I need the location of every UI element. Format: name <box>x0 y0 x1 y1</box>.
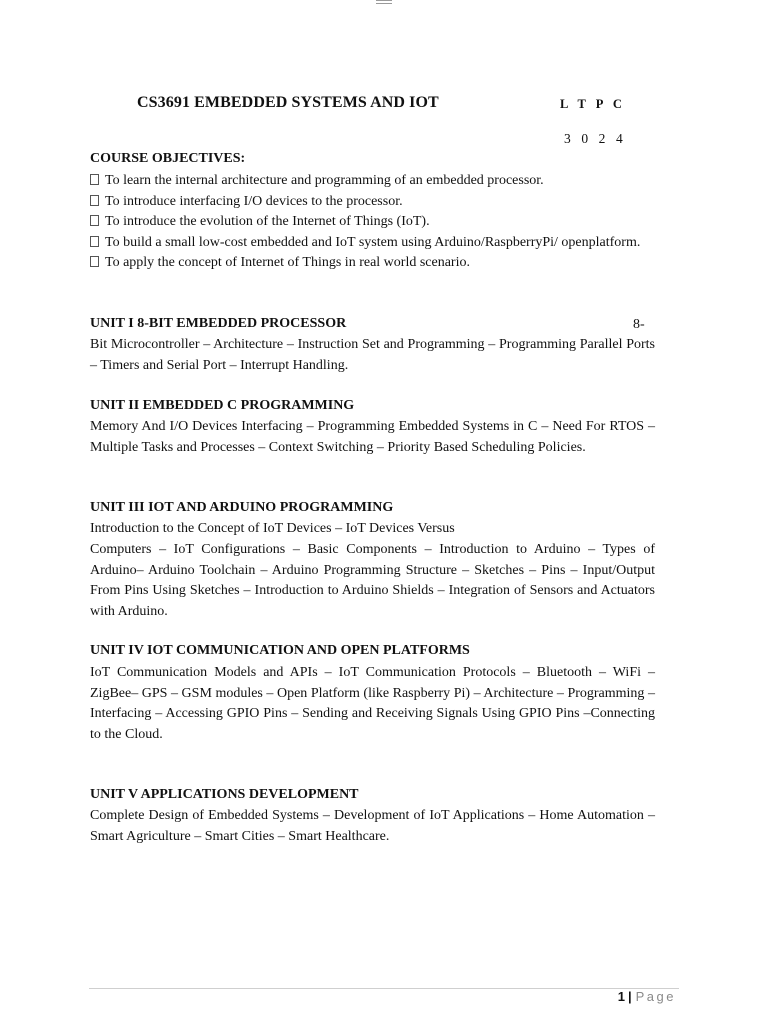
objective-item: To introduce interfacing I/O devices to the processor. <box>90 192 672 213</box>
bullet-icon <box>90 215 99 226</box>
objective-item: To build a small low-cost embedded and IoT system using Arduino/RaspberryPi/ openplatform. <box>90 233 672 254</box>
bullet-icon <box>90 236 99 247</box>
objective-item: To introduce the evolution of the Internet of Things (IoT). <box>90 212 672 233</box>
bullet-icon <box>90 195 99 206</box>
objectives-list <box>90 171 672 274</box>
course-title: CS3691 EMBEDDED SYSTEMS AND IOT <box>137 94 439 111</box>
unit-2-body: Memory And I/O Devices Interfacing – Programming Embedded Systems in C – Need For RTOS – Multiple Tasks and Processes – Context Switching – Priority Based Scheduling Policies. <box>90 419 655 455</box>
page-label: Page <box>635 989 676 1004</box>
unit-1-body: Bit Microcontroller – Architecture – Instruction Set and Programming – Programming Parallel Ports – Timers and Serial Port – Interrupt Handling. <box>90 337 655 373</box>
credits-values: 3 0 2 4 <box>564 131 627 146</box>
page-number: 1 <box>617 989 625 1004</box>
unit-5-body: Complete Design of Embedded Systems – Development of IoT Applications – Home Automation –Smart Agriculture – Smart Cities – Smart Healthcare. <box>90 808 655 844</box>
unit-4-body: IoT Communication Models and APIs – IoT Communication Protocols – Bluetooth – WiFi – ZigBee– GPS – GSM modules – Open Platform (like Raspberry Pi) – Architecture – Programming –Interfacing – Accessing GPIO Pins – Sending and Receiving Signals Using GPIO Pins –Connecting to the Cloud. <box>90 665 655 742</box>
bullet-icon <box>90 256 99 267</box>
unit-4-heading: UNIT IV IOT COMMUNICATION AND OPEN PLATFORMS <box>90 643 470 658</box>
footer-divider <box>89 988 679 989</box>
objective-item: To apply the concept of Internet of Things in real world scenario. <box>90 253 672 274</box>
unit-3-heading: UNIT III IOT AND ARDUINO PROGRAMMING <box>90 500 394 515</box>
unit-1-hours: 8- <box>633 317 645 332</box>
objectives-heading: COURSE OBJECTIVES: <box>90 151 246 166</box>
bullet-icon <box>90 174 99 185</box>
top-edge-mark <box>376 0 392 4</box>
unit-3-body: Computers – IoT Configurations – Basic Components – Introduction to Arduino – Types of Arduino– Arduino Toolchain – Arduino Programming Structure – Sketches – Pins – Input/Output From Pins Using Sketches – Introduction to Arduino Shields – Integration of Sensors and Actuators with Arduino. <box>90 542 655 619</box>
unit-2-heading: UNIT II EMBEDDED C PROGRAMMING <box>90 398 355 413</box>
page-footer <box>618 989 676 1004</box>
footer-separator: | <box>627 989 632 1004</box>
unit-5-heading: UNIT V APPLICATIONS DEVELOPMENT <box>90 787 359 802</box>
unit-1-heading: UNIT I 8-BIT EMBEDDED PROCESSOR <box>90 316 347 331</box>
ltpc-label: L T P C <box>560 97 626 111</box>
objective-item: To learn the internal architecture and programming of an embedded processor. <box>90 171 672 192</box>
unit-3-intro-line: Introduction to the Concept of IoT Devices – IoT Devices Versus <box>90 521 455 536</box>
